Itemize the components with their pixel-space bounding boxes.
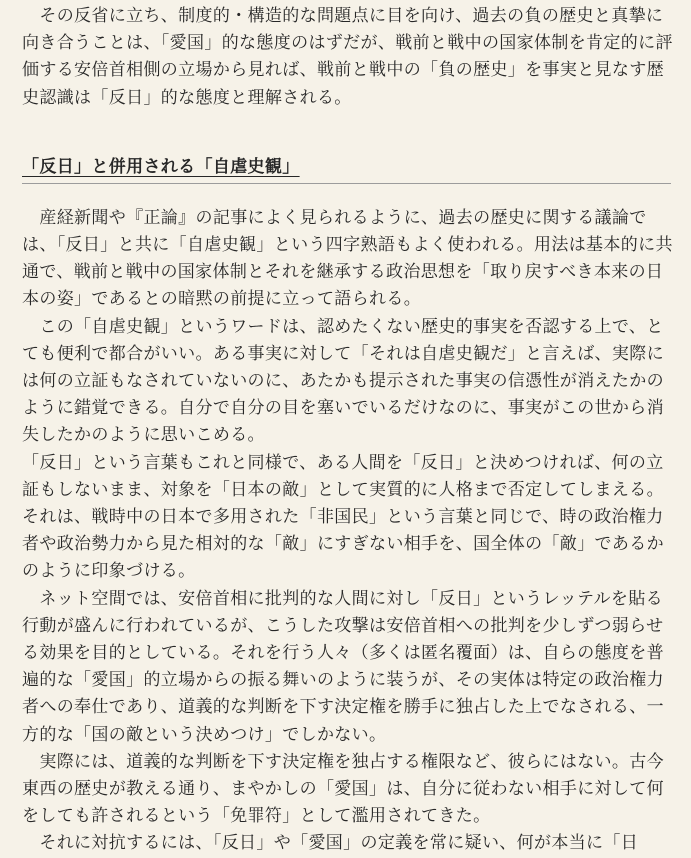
- section-divider: [22, 183, 671, 184]
- body-paragraph-3: 「反日」という言葉もこれと同様で、ある人間を「反日」と決めつければ、何の立証もしないまま、対象を「日本の敵」として実質的に人格まで否定してしまえる。それは、戦時中の日本で多用された「非国民」という言葉と同じで、時の政治権力者や政治勢力から見た相対的な「敵」にすぎない相手を、国全体の「敵」であるかのように印象づける。: [22, 452, 664, 582]
- body-paragraph-6: それに対抗するには、「反日」や「愛国」の定義を常に疑い、何が本当に「日: [22, 833, 639, 854]
- section-heading: 「反日」と併用される「自虐史観」: [22, 156, 300, 177]
- intro-paragraph: その反省に立ち、制度的・構造的な問題点に目を向け、過去の負の歴史と真摯に向き合うことは、「愛国」的な態度のはずだが、戦前と戦中の国家体制を肯定的に評価する安倍首相側の立場から見れば、戦前と戦中の「負の歴史」を事実と見なす歴史認識は「反日」的な態度と理解される。: [22, 6, 673, 108]
- body-paragraph-5: 実際には、道義的な判断を下す決定権を独占する権限など、彼らにはない。古今東西の歴史が教える通り、まやかしの「愛国」は、自分に従わない相手に対して何をしても許されるという「免罪符」として濫用されてきた。: [22, 751, 664, 827]
- article-page: [0, 3, 691, 854]
- body-paragraph-1: 産経新聞や『正論』の記事によく見られるように、過去の歴史に関する議論では、「反日」と共に「自虐史観」という四字熟語もよく使われる。用法は基本的に共通で、戦前と戦中の国家体制とそれを継承する政治思想を「取り戻すべき本来の日本の姿」であるとの暗黙の前提に立って語られる。: [22, 207, 673, 310]
- body-paragraph-2: この「自虐史観」というワードは、認めたくない歴史的事実を否認する上で、とても便利で都合がいい。ある事実に対して「それは自虐史観だ」と言えば、実際には何の立証もなされていないのに、あたかも提示された事実の信憑性が消えたかのように錯覚できる。自分で自分の目を塞いでいるだけなのに、事実がこの世から消失したかのように思いこめる。: [22, 316, 664, 446]
- body-paragraph-4: ネット空間では、安倍首相に批判的な人間に対し「反日」というレッテルを貼る行動が盛んに行われているが、こうした攻撃は安倍首相への批判を少しずつ弱らせる効果を目的としている。それを行う人々（多くは匿名覆面）は、自らの態度を普遍的な「愛国」的立場からの振る舞いのように装うが、その実体は特定の政治権力者への奉仕であり、道義的な判断を下す決定権を勝手に独占した上でなされる、一方的な「国の敵という決めつけ」でしかない。: [22, 588, 664, 745]
